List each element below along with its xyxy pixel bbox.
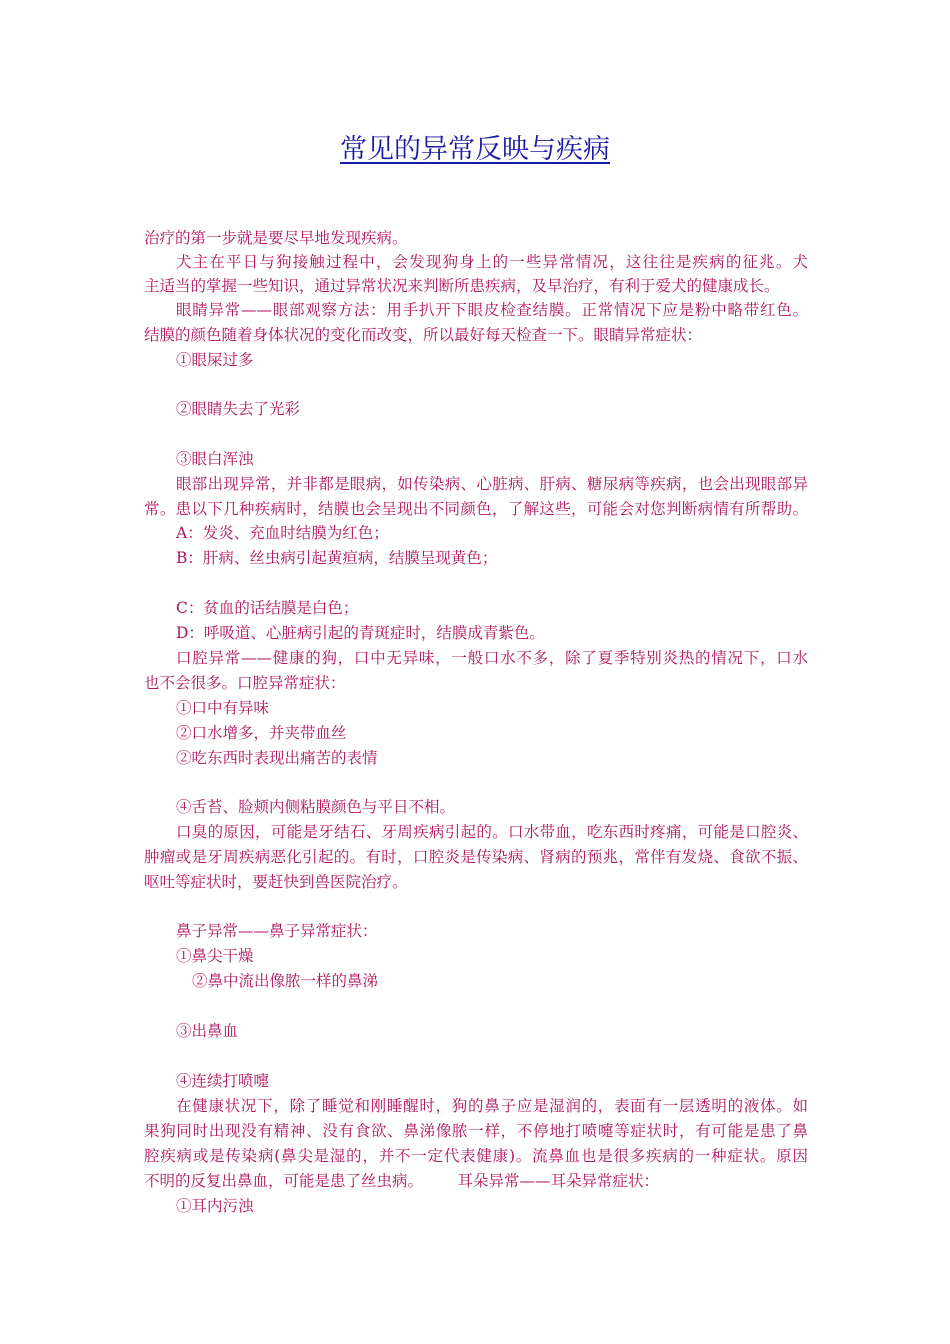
- list-item: C：贫血的话结膜是白色；: [176, 599, 359, 617]
- list-item: ④舌苔、脸颊内侧粘膜颜色与平日不相。: [176, 798, 456, 816]
- paragraph-line: 肿瘤或是牙周疾病恶化引起的。有时，口腔炎是传染病、肾病的预兆，常伴有发烧、食欲不振、: [144, 848, 808, 866]
- list-item: A：发炎、充血时结膜为红色；: [176, 524, 389, 542]
- document-title: 常见的异常反映与疾病: [340, 134, 610, 165]
- list-item: ②鼻中流出像脓一样的鼻涕: [192, 972, 379, 990]
- list-item: ④连续打喷嚏: [176, 1072, 270, 1090]
- list-item: B：肝病、丝虫病引起黄疸病，结膜呈现黄色；: [176, 549, 498, 567]
- list-item: ②口水增多，并夹带血丝: [176, 724, 347, 742]
- paragraph-line: 果狗同时出现没有精神、没有食欲、鼻涕像脓一样，不停地打喷嚏等症状时，有可能是患了鼻: [144, 1122, 808, 1140]
- list-item: ③出鼻血: [176, 1022, 239, 1040]
- list-item: ②吃东西时表现出痛苦的表情: [176, 749, 378, 767]
- paragraph-line: 不明的反复出鼻血，可能是患了丝虫病。 耳朵异常——耳朵异常症状：: [144, 1172, 659, 1190]
- section-heading: 鼻子异常——鼻子异常症状：: [176, 922, 378, 940]
- paragraph-line: 在健康状况下，除了睡觉和刚睡醒时，狗的鼻子应是湿润的，表面有一层透明的液体。如: [176, 1097, 808, 1115]
- paragraph-line: 犬主在平日与狗接触过程中，会发现狗身上的一些异常情况，这往往是疾病的征兆。犬: [176, 253, 808, 271]
- list-item: ③眼白浑浊: [176, 450, 254, 468]
- list-item: ①耳内污浊: [176, 1197, 254, 1215]
- paragraph-line: 结膜的颜色随着身体状况的变化而改变，所以最好每天检查一下。眼睛异常症状：: [144, 326, 703, 344]
- list-item: D：呼吸道、心脏病引起的青斑症时，结膜成青紫色。: [176, 624, 545, 642]
- list-item: ①鼻尖干燥: [176, 947, 254, 965]
- list-item: ①口中有异味: [176, 699, 270, 717]
- list-item: ②眼睛失去了光彩: [176, 400, 301, 418]
- paragraph-line: 主适当的掌握一些知识，通过异常状况来判断所患疾病，及早治疗，有利于爱犬的健康成长。: [144, 277, 780, 295]
- paragraph-line: 口腔异常——健康的狗，口中无异味，一般口水不多，除了夏季特别炎热的情况下，口水: [176, 649, 808, 667]
- paragraph-line: 腔疾病或是传染病(鼻尖是湿的，并不一定代表健康)。流鼻血也是很多疾病的一种症状。原因: [144, 1147, 808, 1165]
- paragraph-line: 也不会很多。口腔异常症状：: [144, 674, 346, 692]
- paragraph-line: 呕吐等症状时，要赶快到兽医院治疗。: [144, 873, 408, 891]
- paragraph-line: 口臭的原因，可能是牙结石、牙周疾病引起的。口水带血，吃东西时疼痛，可能是口腔炎、: [176, 823, 808, 841]
- list-item: ①眼屎过多: [176, 351, 254, 369]
- paragraph-line: 常。患以下几种疾病时，结膜也会呈现出不同颜色，了解这些，可能会对您判断病情有所帮助。: [144, 500, 808, 518]
- paragraph-line: 眼部出现异常，并非都是眼病，如传染病、心脏病、肝病、糖尿病等疾病，也会出现眼部异: [176, 475, 808, 493]
- paragraph-line: 眼睛异常——眼部观察方法：用手扒开下眼皮检查结膜。正常情况下应是粉中略带红色。: [176, 301, 808, 319]
- paragraph-line: 治疗的第一步就是要尽早地发现疾病。: [144, 229, 408, 247]
